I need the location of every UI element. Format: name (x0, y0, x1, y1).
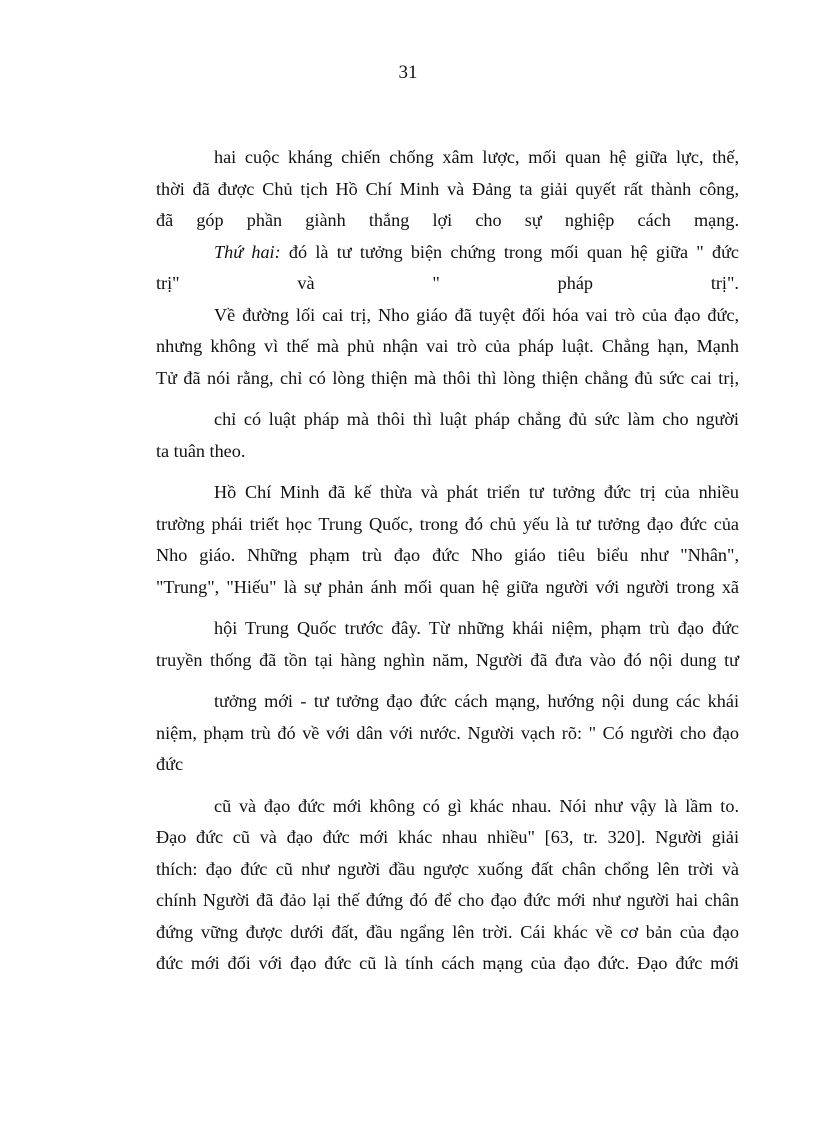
text-line: đức mới đối với đạo đức cũ là tính cách mạng của đạo đức. Đạo đức mới (156, 953, 739, 973)
spread-word: trị" (156, 273, 180, 293)
text-line: Đạo đức cũ và đạo đức mới khác nhau nhiều" [63, tr. 320]. Người giải (156, 827, 739, 847)
text-line: Tử đã nói rằng, chỉ có lòng thiện mà thôi thì lòng thiện chẳng đủ sức cai trị, (156, 367, 739, 388)
text-line: truyền thống đã tồn tại hàng nghìn năm, Người đã đưa vào đó nội dung tư (156, 649, 739, 670)
text-line: thích: đạo đức cũ như người đầu ngược xuống đất chân chổng lên trời và (156, 858, 739, 879)
text-line: nhưng không vì thế mà phủ nhận vai trò của pháp luật. Chẳng hạn, Mạnh (156, 336, 739, 356)
text-line (156, 237, 739, 269)
text-line: ta tuân theo. (156, 440, 246, 461)
spread-word: trị". (710, 273, 739, 293)
text-line: đức (156, 754, 184, 774)
spread-word: pháp (557, 273, 593, 293)
text-line: hai cuộc kháng chiến chống xâm lược, mối quan hệ giữa lực, thế, (214, 147, 739, 167)
text-line: Về đường lối cai trị, Nho giáo đã tuyệt đối hóa vai trò của đạo đức, (214, 304, 739, 325)
spread-line (156, 268, 739, 300)
text-line: tưởng mới - tư tưởng đạo đức cách mạng, hướng nội dung các khái (214, 691, 739, 711)
text-line: niệm, phạm trù đó về với dân với nước. Người vạch rõ: " Có người cho đạo (156, 722, 739, 743)
spread-word: " (432, 273, 440, 293)
text-line: Hồ Chí Minh đã kế thừa và phát triển tư tưởng đức trị của nhiều (214, 482, 739, 502)
text-line: chính Người đã đảo lại thế đứng đó để cho đạo đức mới như người hai chân (156, 890, 739, 910)
spread-word: và (297, 273, 315, 293)
text-line: trường phái triết học Trung Quốc, trong đó chủ yếu là tư tưởng đạo đức của (156, 513, 739, 534)
text-line: cũ và đạo đức mới không có gì khác nhau. Nói như vậy là lầm to. (214, 795, 739, 816)
document-body (156, 142, 739, 980)
text-line-rest: đó là tư tưởng biện chứng trong mối quan hệ giữa " đức (288, 241, 739, 262)
text-line: hội Trung Quốc trước đây. Từ những khái niệm, phạm trù đạo đức (214, 618, 739, 638)
text-line: chỉ có luật pháp mà thôi thì luật pháp chẳng đủ sức làm cho người (214, 409, 739, 429)
text-line: thời đã được Chủ tịch Hồ Chí Minh và Đảng ta giải quyết rất thành công, (156, 178, 739, 199)
text-line: Nho giáo. Những phạm trù đạo đức Nho giáo tiêu biểu như "Nhân", (156, 545, 739, 565)
italic-lead: Thứ hai: (214, 241, 281, 262)
text-line: "Trung", "Hiếu" là sự phản ánh mối quan hệ giữa người với người trong xã (156, 576, 739, 597)
text-line: đã góp phần giành thắng lợi cho sự nghiệp cách mạng. (156, 210, 739, 230)
page-number: 31 (398, 62, 418, 83)
text-line: đứng vững được dưới đất, đầu ngẩng lên trời. Cái khác về cơ bản của đạo (156, 921, 739, 942)
